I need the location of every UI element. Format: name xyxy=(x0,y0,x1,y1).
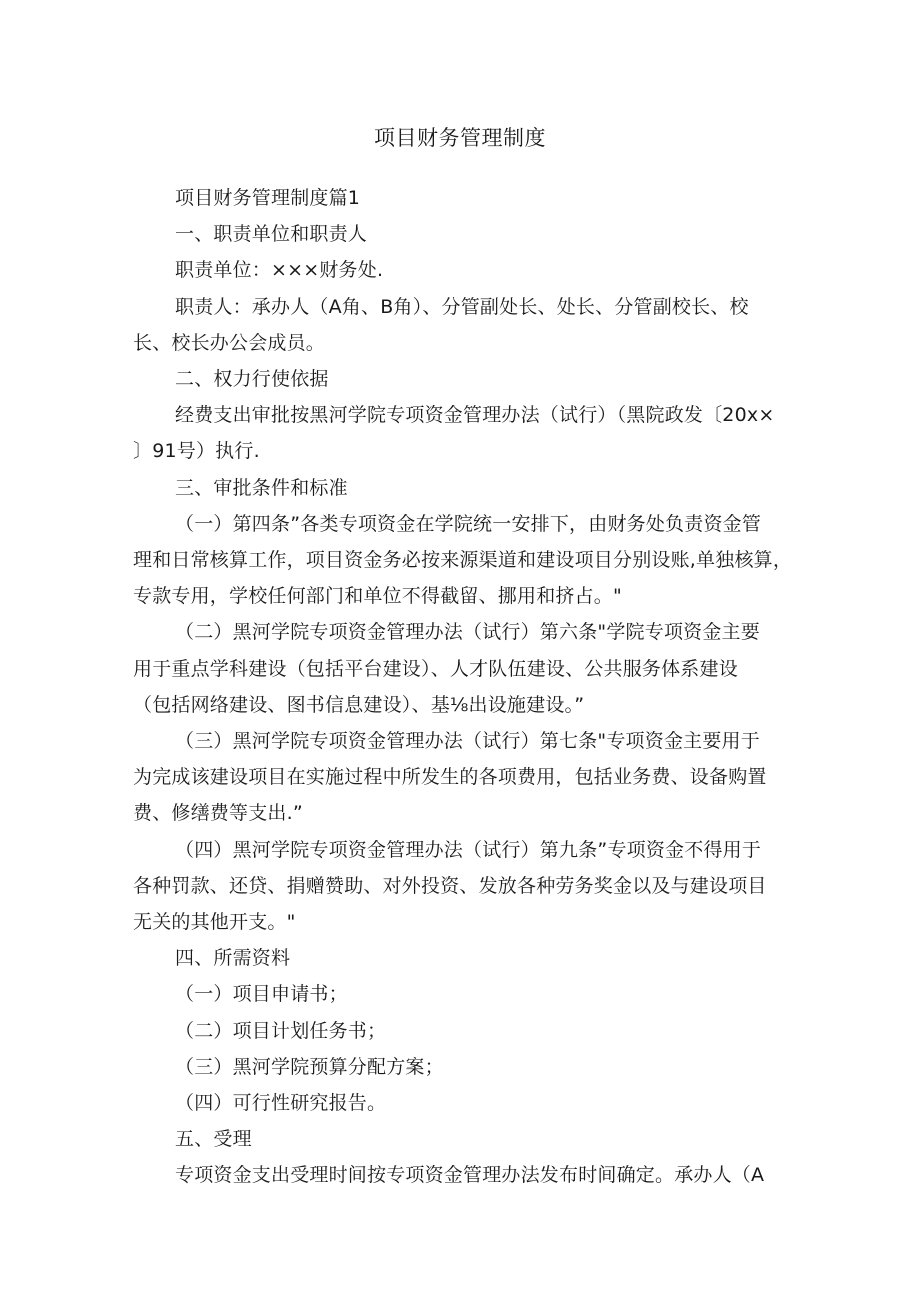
text-line: 理和日常核算工作，项目资金务必按来源渠道和建设项目分别设账,单独核算， xyxy=(133,549,793,572)
text-line: 二、权力行使依据 xyxy=(175,368,329,391)
document-title: 项目财务管理制度 xyxy=(374,126,546,150)
text-line: 无关的其他开支。" xyxy=(133,911,296,934)
text-line: （一）第四条”各类专项资金在学院统一安排下，由财务处负责资金管 xyxy=(175,512,762,535)
text-line: 五、受理 xyxy=(175,1128,252,1151)
text-line: 一、职责单位和职责人 xyxy=(175,223,368,246)
text-line: 专项资金支出受理时间按专项资金管理办法发布时间确定。承办人（A xyxy=(175,1164,765,1187)
text-line: 职责单位：×××财务处. xyxy=(175,259,384,282)
text-line: （三）黑河学院专项资金管理办法（试行）第七条"专项资金主要用于 xyxy=(175,730,760,753)
text-line: 长、校长办公会成员。 xyxy=(133,331,326,354)
document-body xyxy=(133,180,795,1194)
text-line: （四）可行性研究报告。 xyxy=(175,1092,387,1115)
text-line: 为完成该建设项目在实施过程中所发生的各项费用，包括业务费、设备购置 xyxy=(133,766,767,789)
text-line: （一）项目申请书； xyxy=(175,983,348,1006)
text-line: 三、审批条件和标准 xyxy=(175,476,348,499)
text-line: 用于重点学科建设（包括平台建设）、人才队伍建设、公共服务体系建设 xyxy=(133,657,738,680)
text-line: （二）黑河学院专项资金管理办法（试行）第六条"学院专项资金主要 xyxy=(175,621,760,644)
text-line: （包括网络建设、图书信息建设）、基⅛出设施建设。” xyxy=(133,693,585,716)
text-line: 四、所需资料 xyxy=(175,947,291,970)
text-line: 各种罚款、还贷、捐赠赞助、对外投资、发放各种劳务奖金以及与建设项目 xyxy=(133,874,767,897)
text-line: 经费支出审批按黑河学院专项资金管理办法（试行）（黑院政发〔20x× xyxy=(175,404,775,427)
text-line: （二）项目计划任务书； xyxy=(175,1019,387,1042)
text-line: 费、修缮费等支出.” xyxy=(133,802,303,825)
text-line: （四）黑河学院专项资金管理办法（试行）第九条”专项资金不得用于 xyxy=(175,838,762,861)
text-line: 〕91号）执行. xyxy=(133,440,260,463)
text-line: 专款专用，学校任何部门和单位不得截留、挪用和挤占。" xyxy=(133,585,622,608)
text-line: （三）黑河学院预算分配方案； xyxy=(175,1055,444,1078)
text-line: 项目财务管理制度篇1 xyxy=(175,187,361,209)
text-line: 职责人：承办人（A角、B角）、分管副处长、处长、分管副校长、校 xyxy=(175,295,749,318)
